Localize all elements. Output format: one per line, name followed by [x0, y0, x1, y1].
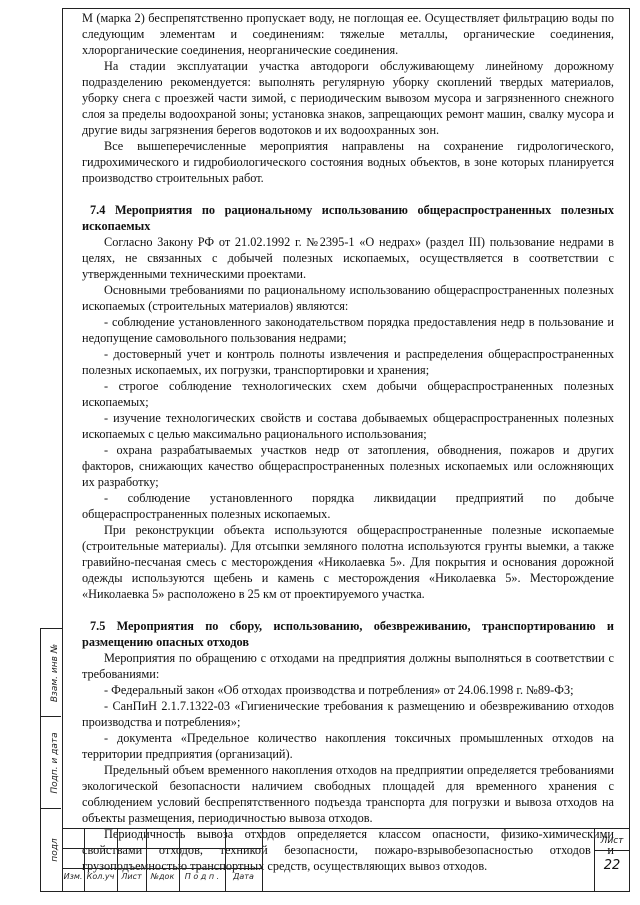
paragraph: Основными требованиями по рациональному использованию общераспространенных полезных ископаемых (строительных материалов) являются: — [82, 283, 614, 313]
paragraph: - соблюдение установленного законодательством порядка предоставления недр в пользование и недопущение самовольного пользования недрами; — [82, 315, 614, 345]
col-label-izm: Изм. — [63, 872, 83, 881]
document-body — [82, 10, 614, 874]
paragraph: На стадии эксплуатации участка автодороги обслуживающему линейному дорожному подразделению рекомендуется: выполнять регулярную уборку скоплений твердых материалов, уборку снега с проезжей части зимой, с периодическим вывозом мусора и загрязненного снежного слоя за пределы водоохраной зоны; установка знаков, запрещающих ремонт машин, свалку мусора и другие виды загрязнения берегов водотоков и их водоохранных зон. — [82, 59, 614, 137]
col-label-podp: П о д п . — [184, 872, 220, 881]
title-block-col-line — [117, 828, 118, 892]
side-cell-podl — [41, 809, 61, 891]
paragraph: - СанПиН 2.1.7.1322-03 «Гигиенические требования к размещению и обезвреживанию отходов производства и потребления»; — [82, 699, 614, 729]
col-label-data: Дата — [233, 872, 254, 881]
title-block-col-line — [262, 828, 263, 892]
title-block-top-line — [62, 828, 630, 829]
sheet-cell-line — [594, 850, 630, 851]
side-strip — [40, 628, 62, 892]
paragraph: Мероприятия по обращению с отходами на предприятия должны выполняться в соответствии с требованиями: — [82, 651, 614, 681]
section-gap — [82, 602, 614, 618]
paragraph: - соблюдение установленного порядка ликвидации предприятий по добыче общераспространенных полезных ископаемых. — [82, 491, 614, 521]
side-label-podl: подл — [50, 838, 60, 862]
title-block-row-line-2 — [62, 868, 262, 869]
title-block-col-line — [179, 828, 180, 892]
paragraph: - охрана разрабатываемых участков недр от затопления, обводнения, пожаров и других факторов, снижающих качество общераспространенных полезных ископаемых или осложняющих их разработку; — [82, 443, 614, 489]
sheet-number: 22 — [603, 858, 621, 873]
title-block-row-line-1 — [62, 848, 262, 849]
section-heading: 7.5 Мероприятия по сбору, использованию, обезвреживанию, транспортированию и размещению опасных отходов — [82, 619, 614, 649]
paragraph: - Федеральный закон «Об отходах производства и потребления» от 24.06.1998 г. №89-ФЗ; — [104, 683, 574, 697]
paragraph: - достоверный учет и контроль полноты извлечения и распределения общераспространенных полезных ископаемых, их погрузки, транспортировки и хранения; — [82, 347, 614, 377]
side-cell-vzam — [41, 629, 61, 717]
paragraph: - документа «Предельное количество накопления токсичных промышленных отходов на территории предприятия (организаций). — [82, 731, 614, 761]
paragraph: - строгое соблюдение технологических схем добычи общераспространенных полезных ископаемых; — [82, 379, 614, 409]
side-label-podp-data: Подп. и дата — [50, 731, 60, 794]
col-label-list: Лист — [121, 872, 142, 881]
side-cell-podp-data — [41, 717, 61, 809]
paragraph: Периодичность вывоза отходов определяется классом опасности, физико-химическими свойствами отходов, техникой безопасности, пожаро-взрывобезопасностью отходов и грузоподъемностью транспортных средств, осуществляющих вывоз отходов. — [82, 827, 614, 873]
side-label-vzam: Взам. инв № — [50, 643, 60, 702]
paragraph: - изучение технологических свойств и состава добываемых общераспространенных полезных ископаемых с целью максимально рационального использования; — [82, 411, 614, 441]
title-block-col-line — [146, 828, 147, 892]
sheet-label: Лист — [600, 836, 624, 846]
col-label-ndok: №док — [150, 872, 175, 881]
paragraph: Согласно Закону РФ от 21.02.1992 г. №2395-1 «О недрах» (раздел III) пользование недрами в целях, не связанных с добычей полезных ископаемых, осуществляется в соответствии с утвержденными техническими проектами. — [82, 235, 614, 281]
paragraph: Предельный объем временного накопления отходов на предприятии определяется требованиями экологической безопасности наличием свободных площадей для временного хранения с соблюдением условий беспрепятственного подъезда транспорта для погрузки и вывоза отходов на объекты размещения, периодичностью вывоза отходов. — [82, 763, 614, 825]
paragraph: М (марка 2) беспрепятственно пропускает воду, не поглощая ее. Осуществляет фильтрацию воды по следующим элементам и соединениям: тяжелые металлы, органические соединения, хлорорганические соединения, неорганические соединения. — [82, 11, 614, 57]
section-gap — [82, 186, 614, 202]
section-heading: 7.4 Мероприятия по рациональному использованию общераспространенных полезных ископаемых — [82, 203, 614, 233]
title-block-col-line — [84, 828, 85, 892]
title-block — [62, 828, 630, 892]
title-block-col-line — [225, 828, 226, 892]
paragraph: Все вышеперечисленные мероприятия направлены на сохранение гидрологического, гидрохимического и гидробиологического состояния водных объектов, в зоне которых планируется производство строительных работ. — [82, 139, 614, 185]
paragraph: При реконструкции объекта используются общераспространенные полезные ископаемые (строительные материалы). Для отсыпки земляного полотна используются грунты выемки, а также гравийно-песчаная смесь с месторождения «Николаевка 5». Для покрытия и основания дорожной одежды используются щебень и камень с месторождения «Николаевка 5». Месторождение «Николаевка 5» расположено в 25 км от проектируемого участка. — [82, 523, 614, 601]
col-label-kol-uch: Кол.уч — [86, 872, 115, 881]
